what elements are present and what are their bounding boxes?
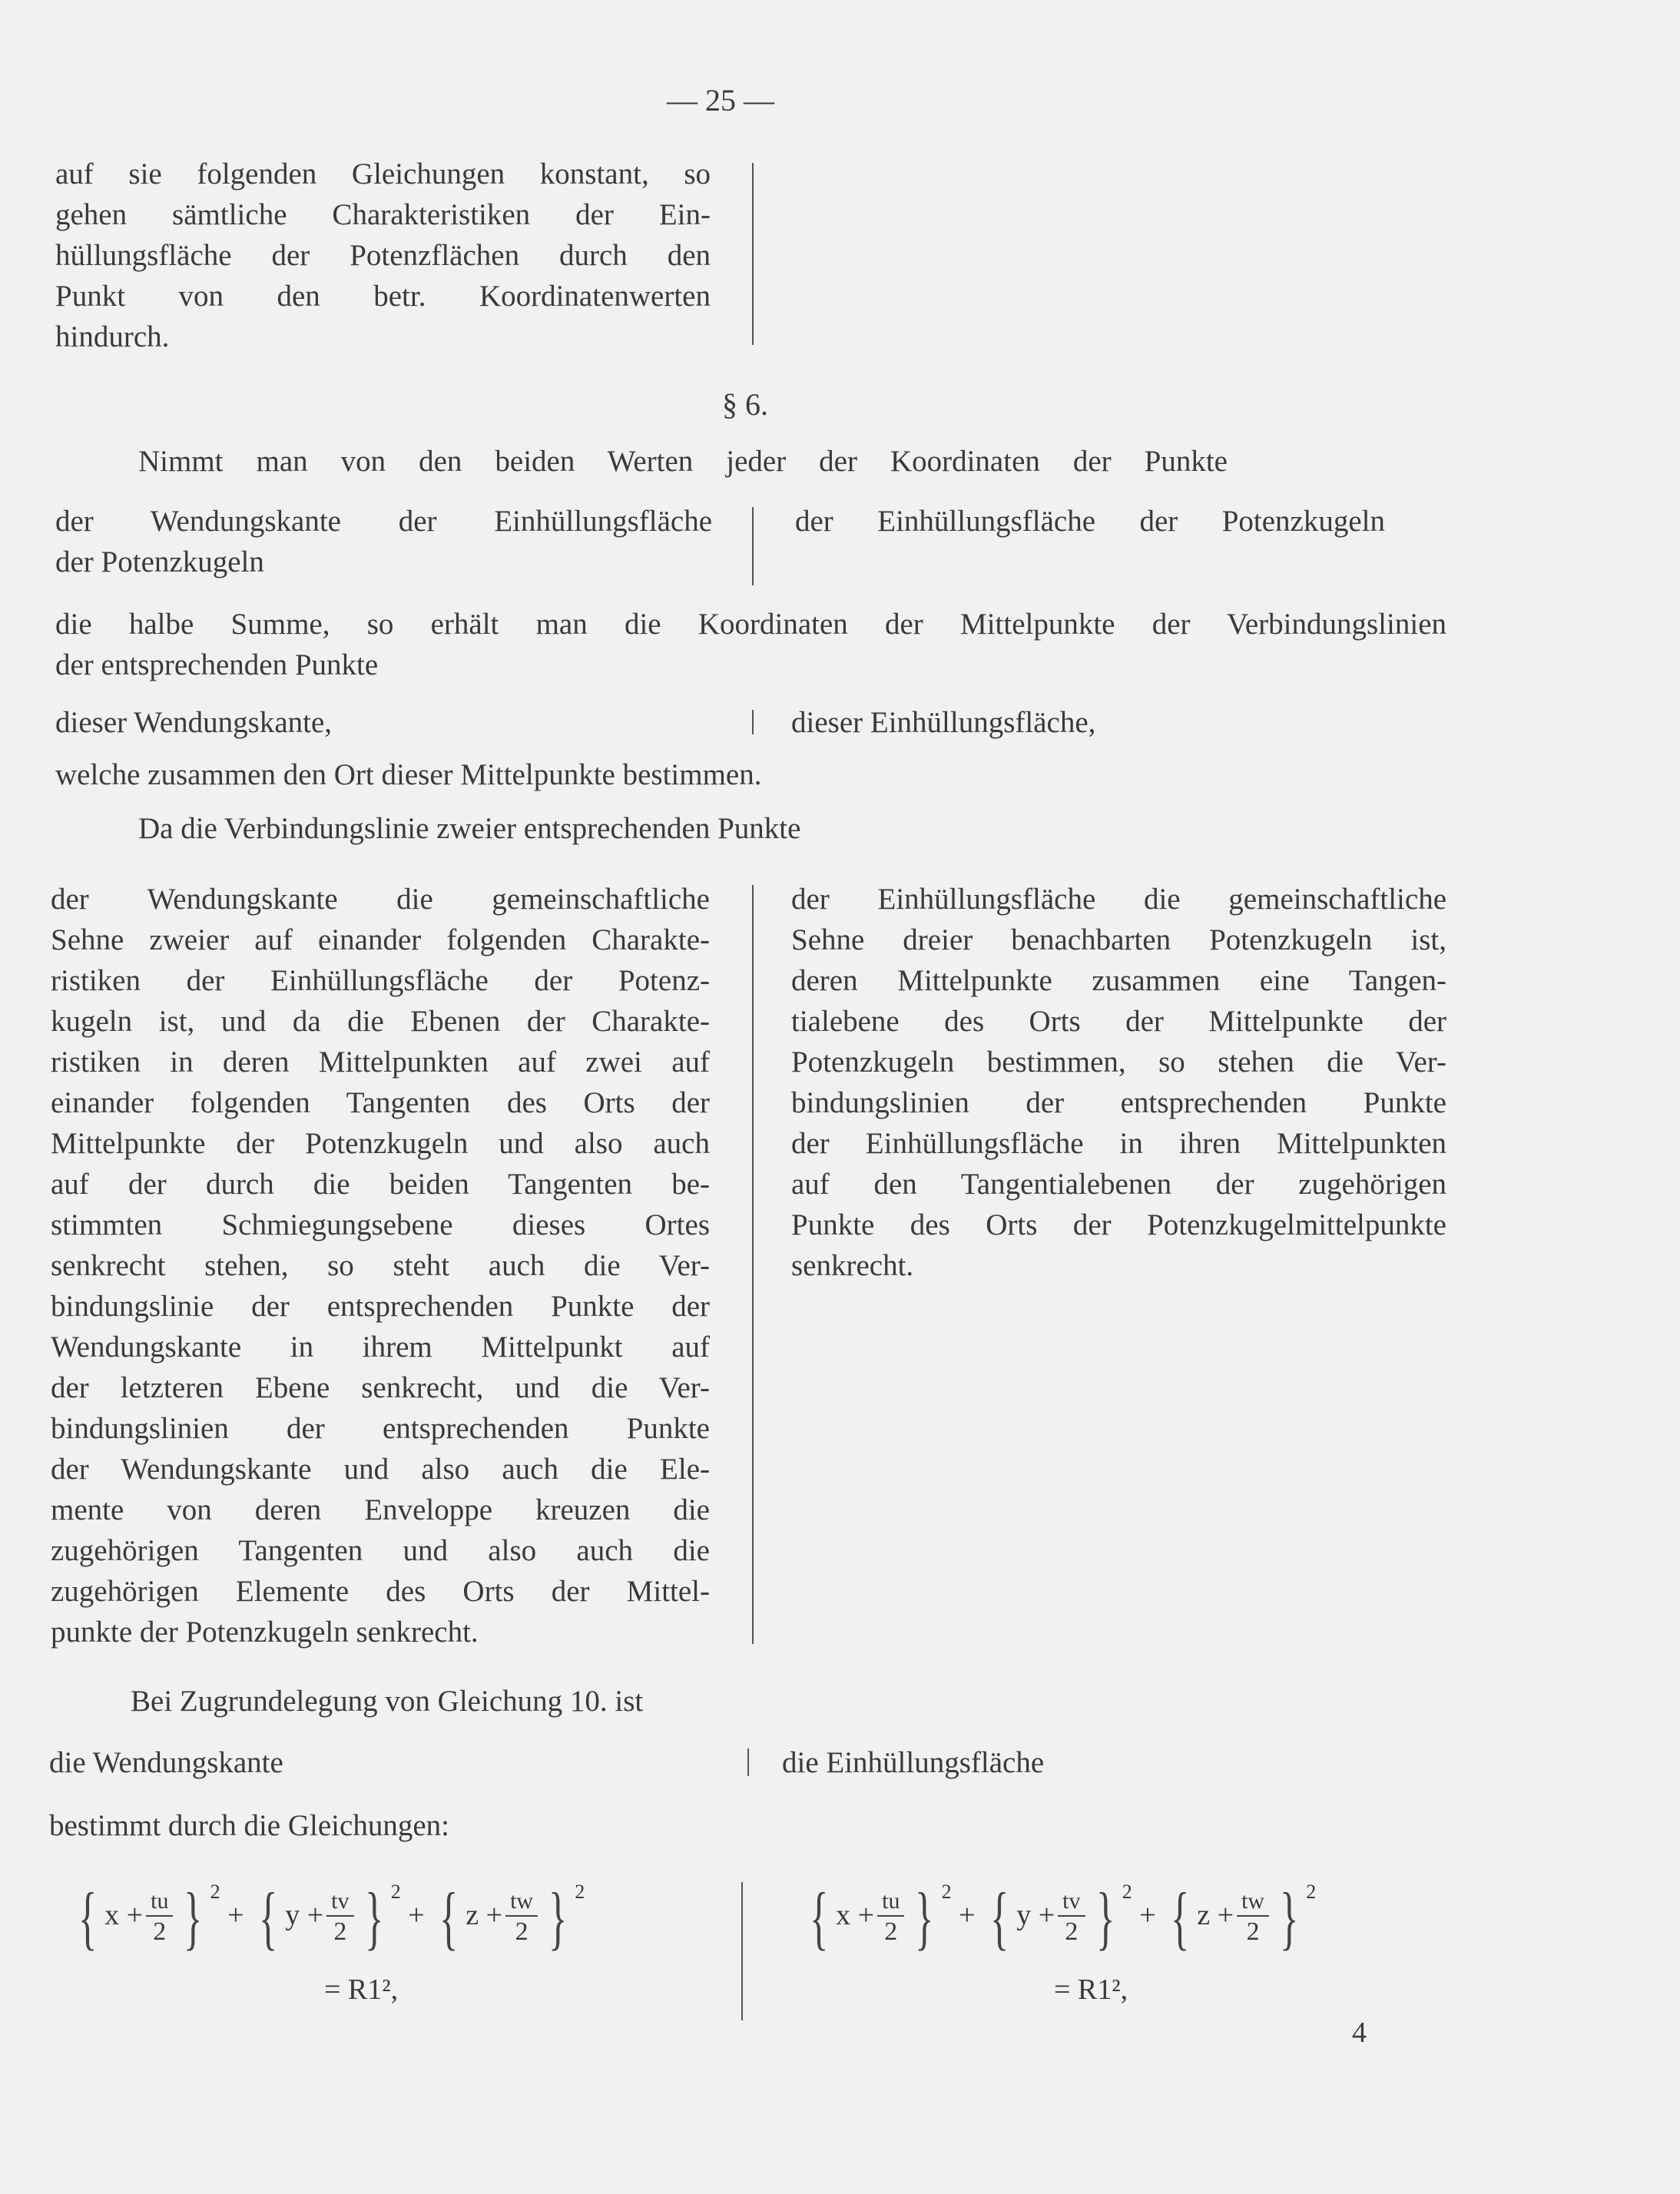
text-line: Nimmt man von den beiden Werten jeder der Koordinaten der Punkte xyxy=(138,445,1228,478)
text-line: die halbe Summe, so erhält man die Koordinaten der Mittelpunkte der Verbindungslinien xyxy=(55,608,1446,641)
column-divider xyxy=(752,507,754,585)
left-brace: { xyxy=(1171,1878,1190,1957)
split1-left xyxy=(55,501,712,582)
text-line: Potenzkugeln bestimmen, so stehen die Ver- xyxy=(791,1046,1446,1079)
text-line: auf sie folgenden Gleichungen konstant, so xyxy=(55,157,711,191)
text-line: stimmten Schmiegungsebene dieses Ortes xyxy=(51,1208,710,1241)
left-brace: { xyxy=(78,1878,98,1957)
fraction: $\frac{tu}{2}$ xyxy=(877,1887,904,1947)
text-line: mente von deren Enveloppe kreuzen die xyxy=(51,1493,710,1526)
column-divider xyxy=(747,1748,749,1776)
right-column xyxy=(791,879,1446,1286)
left-brace: { xyxy=(439,1878,459,1957)
fraction: $\frac{tw}{2}$ xyxy=(505,1887,538,1947)
text-line: der Wendungskante und also auch die Ele- xyxy=(51,1453,710,1486)
left-column xyxy=(51,879,710,1652)
text-line: bindungslinien der entsprechenden Punkte xyxy=(51,1412,710,1445)
bestimmt-line: bestimmt durch die Gleichungen: xyxy=(49,1809,449,1842)
section-title: § 6. xyxy=(722,387,768,422)
text-line: der letzteren Ebene senkrecht, und die Ver- xyxy=(51,1371,710,1404)
signature-mark: 4 xyxy=(1352,2017,1367,2049)
column-divider xyxy=(752,885,754,1644)
text-line: deren Mittelpunkte zusammen eine Tangen- xyxy=(791,964,1446,997)
left-brace: { xyxy=(809,1878,829,1957)
text-line: Wendungskante in ihrem Mittelpunkt auf xyxy=(51,1331,710,1364)
text-line: Sehne dreier benachbarten Potenzkugeln ist, xyxy=(791,923,1446,956)
right-brace: } xyxy=(184,1878,203,1957)
bei-line: Bei Zugrundelegung von Gleichung 10. ist xyxy=(131,1685,644,1718)
text-line: Sehne zweier auf einander folgenden Charakte- xyxy=(51,923,710,956)
split1-right xyxy=(795,501,1385,542)
split2-right: dieser Einhüllungsfläche, xyxy=(791,706,1096,739)
text-line: ristiken in deren Mittelpunkten auf zwei auf xyxy=(51,1046,710,1079)
left-brace: { xyxy=(990,1878,1009,1957)
text-line: bindungslinien der entsprechenden Punkte xyxy=(791,1086,1446,1119)
column-divider xyxy=(741,1882,743,2020)
page-number: — 25 — xyxy=(667,83,774,118)
column-divider xyxy=(752,163,754,345)
text-line: der Potenzkugeln xyxy=(55,545,264,578)
text-line: senkrecht stehen, so steht auch die Ver- xyxy=(51,1249,710,1282)
text-line: kugeln ist, und da die Ebenen der Charakte- xyxy=(51,1005,710,1038)
text-line: Mittelpunkte der Potenzkugeln und also auch xyxy=(51,1127,710,1160)
text-line: hindurch. xyxy=(55,320,170,353)
text-line: bindungslinie der entsprechenden Punkte der xyxy=(51,1290,710,1323)
text-line: der Wendungskante die gemeinschaftliche xyxy=(51,883,710,916)
line-after-split2: welche zusammen den Ort dieser Mittelpunkte bestimmen. xyxy=(55,758,762,791)
right-brace: } xyxy=(1095,1878,1115,1957)
equation-right-result: = R1², xyxy=(1054,1974,1128,2006)
equation-left-result: = R1², xyxy=(324,1974,399,2006)
left-brace: { xyxy=(259,1878,278,1957)
text-line: gehen sämtliche Charakteristiken der Ein- xyxy=(55,198,711,231)
text-line: auf den Tangentialebenen der zugehörigen xyxy=(791,1168,1446,1201)
fraction: $\frac{tw}{2}$ xyxy=(1237,1887,1269,1947)
text-line: der entsprechenden Punkte xyxy=(55,648,379,681)
split2-left: dieser Wendungskante, xyxy=(55,706,333,739)
right-brace: } xyxy=(364,1878,383,1957)
fraction: $\frac{tu}{2}$ xyxy=(146,1887,173,1947)
text-line: punkte der Potenzkugeln senkrecht. xyxy=(51,1616,479,1649)
text-line: tialebene des Orts der Mittelpunkte der xyxy=(791,1005,1446,1038)
da-line: Da die Verbindungslinie zweier entsprechenden Punkte xyxy=(138,812,801,845)
right-brace: } xyxy=(1280,1878,1299,1957)
text-line: Punkte des Orts der Potenzkugelmittelpunkte xyxy=(791,1208,1446,1241)
text-line: hüllungsfläche der Potenzflächen durch den xyxy=(55,239,711,272)
text-line: der Einhüllungsfläche in ihren Mittelpunkten xyxy=(791,1127,1446,1160)
mid-text xyxy=(55,604,1446,685)
right-brace: } xyxy=(915,1878,934,1957)
column-divider xyxy=(752,710,754,734)
right-brace: } xyxy=(548,1878,568,1957)
fraction: $\frac{tv}{2}$ xyxy=(326,1887,353,1947)
text-line: einander folgenden Tangenten des Orts der xyxy=(51,1086,710,1119)
split3-right: die Einhüllungsfläche xyxy=(782,1746,1045,1779)
text-line: der Einhüllungsfläche der Potenzkugeln xyxy=(795,505,1385,538)
fraction: $\frac{tv}{2}$ xyxy=(1058,1887,1085,1947)
intro-line xyxy=(138,441,1228,482)
split3-left: die Wendungskante xyxy=(49,1746,283,1779)
text-line: ristiken der Einhüllungsfläche der Potenz- xyxy=(51,964,710,997)
text-line: Punkt von den betr. Koordinatenwerten xyxy=(55,280,711,313)
equation-right: { x + $\frac{tu}{2}$ } $^2$ + { y + $\frac{tv}{2}$ } $^2$ + { z + $\frac{tw}{2}$ } $^2$ xyxy=(809,1878,1317,1957)
top-left-paragraph xyxy=(55,154,711,357)
text-line: der Wendungskante der Einhüllungsfläche xyxy=(55,505,712,538)
text-line: zugehörigen Tangenten und also auch die xyxy=(51,1534,710,1567)
text-line: auf der durch die beiden Tangenten be- xyxy=(51,1168,710,1201)
text-line: senkrecht. xyxy=(791,1249,914,1282)
text-line: zugehörigen Elemente des Orts der Mittel- xyxy=(51,1575,710,1608)
equation-left: { x + $\frac{tu}{2}$ } $^2$ + { y + $\frac{tv}{2}$ } $^2$ + { z + $\frac{tw}{2}$ } $^2$ xyxy=(78,1878,585,1957)
text-line: der Einhüllungsfläche die gemeinschaftliche xyxy=(791,883,1446,916)
